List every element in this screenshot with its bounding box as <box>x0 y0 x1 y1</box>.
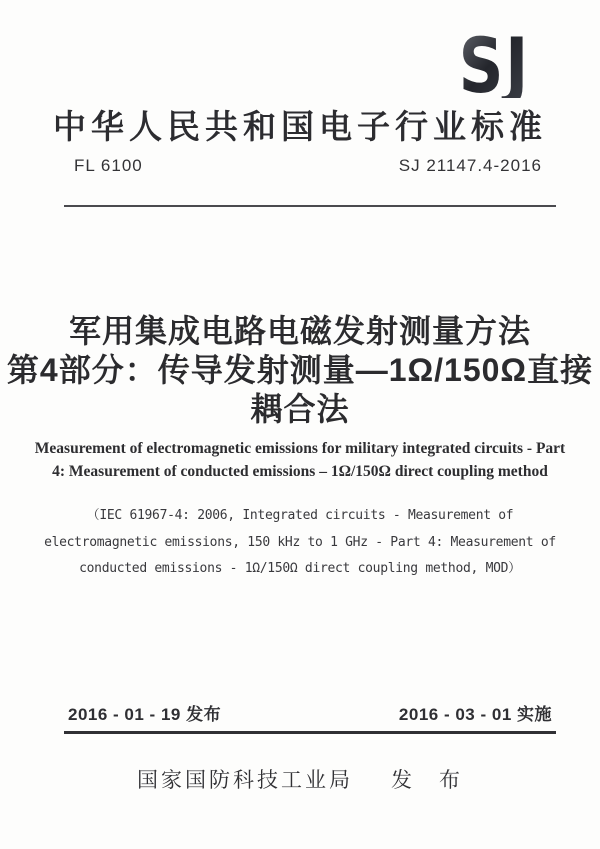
issue-date: 2016 - 01 - 19 发布 <box>68 705 222 724</box>
adoption-line-1: （IEC 61967-4: 2006, Integrated circuits - Measurement of <box>86 508 514 523</box>
iec-adoption-note <box>18 503 582 583</box>
adoption-line-3: conducted emissions - 1Ω/150Ω direct coupling method, MOD） <box>79 561 521 576</box>
dates-row <box>64 700 556 734</box>
title-zh-line-1: 军用集成电路电磁发射测量方法 <box>68 313 531 349</box>
classification-code: FL 6100 <box>74 156 143 175</box>
document-title-en <box>28 438 572 483</box>
publisher-row <box>0 764 600 794</box>
title-zh-line-3: 耦合法 <box>250 391 350 427</box>
sj-logo: SJ <box>458 21 530 110</box>
implementation-date: 2016 - 03 - 01 实施 <box>398 705 552 724</box>
title-zh-line-2: 第4部分：传导发射测量—1Ω/150Ω直接 <box>6 352 594 388</box>
publisher-name: 国家国防科技工业局 <box>137 769 353 792</box>
adoption-line-2: electromagnetic emissions, 150 kHz to 1 GHz - Part 4: Measurement of <box>44 534 556 550</box>
subheader-row <box>66 156 554 176</box>
document-title-zh <box>0 312 600 429</box>
standard-number: SJ 21147.4-2016 <box>398 156 542 175</box>
title-en-line-2: 4: Measurement of conducted emissions – 1Ω/150Ω direct coupling method <box>52 462 548 480</box>
standard-header-title: 中华人民共和国电子行业标准 <box>53 108 547 145</box>
header-divider-rule <box>64 205 556 207</box>
publish-label: 发 布 <box>391 769 463 792</box>
title-en-line-1: Measurement of electromagnetic emissions for military integrated circuits - Part <box>34 440 566 457</box>
